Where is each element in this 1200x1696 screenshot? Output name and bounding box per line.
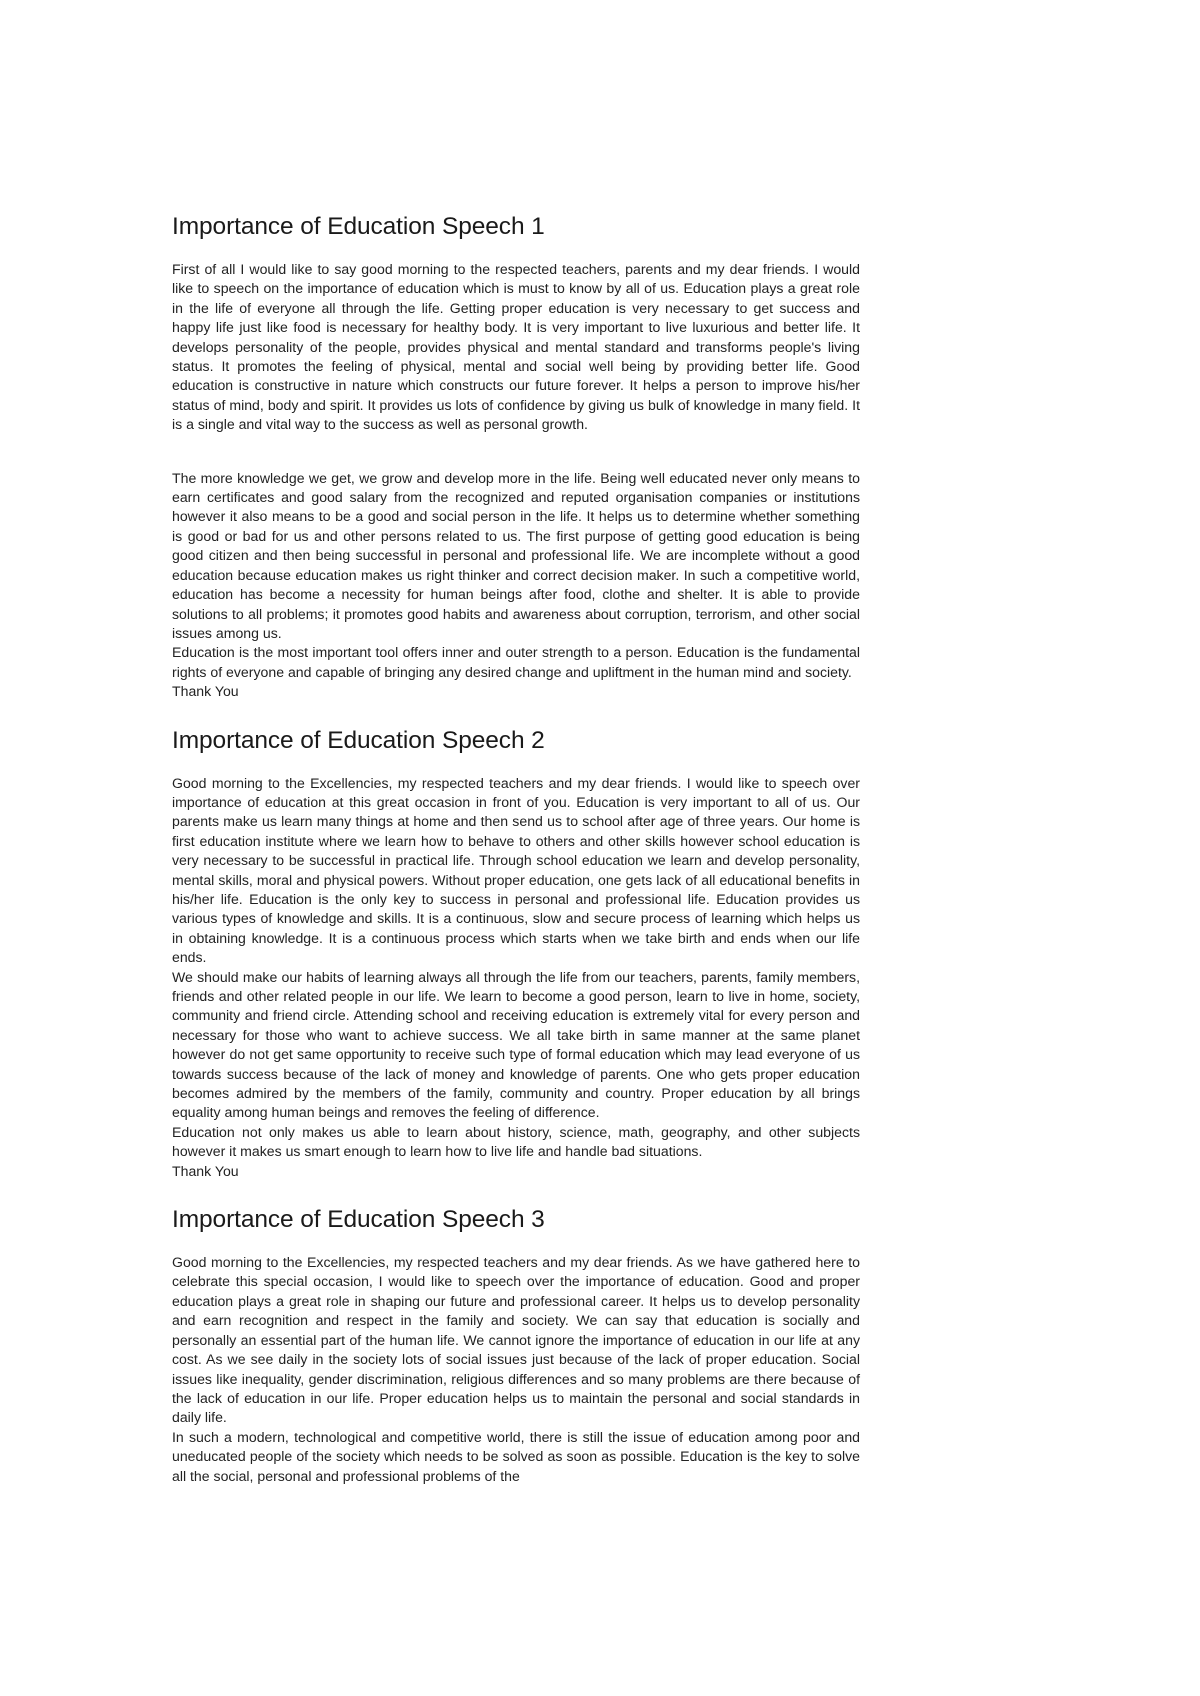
speech-2-paragraph-3: Education not only makes us able to learn about history, science, math, geography, and other subjects however it makes us smart enough to learn how to live life and handle bad situations.: [172, 1123, 860, 1160]
speech-3-paragraph-1: Good morning to the Excellencies, my respected teachers and my dear friends. As we have gathered here to celebrate this special occasion, I would like to speech over the importance of education. Good and proper education plays a great role in shaping our future and professional career. It helps us to develop personality and earn recognition and respect in the family and society. We can say that education is socially and personally an essential part of the human life. We cannot ignore the importance of education in our life at any cost. As we see daily in the society lots of social issues just because of the lack of proper education. Social issues like inequality, gender discrimination, religious differences and so many problems are there because of the lack of education in our life. Proper education helps us to maintain the personal and social standards in daily life.: [172, 1254, 860, 1426]
speech-2-section: [172, 726, 860, 1182]
speech-2-closing: Thank You: [172, 1162, 239, 1179]
speech-2-paragraph-1: Good morning to the Excellencies, my respected teachers and my dear friends. I would like to speech over importance of education at this great occasion in front of you. Education is very important to all of us. Our parents make us learn many things at home and then send us to school after age of three years. Our home is first education institute where we learn how to behave to others and other skills however school education is very necessary to be successful in practical life. Through school education we learn and develop personality, mental skills, moral and physical powers. Without proper education, one gets lack of all educational benefits in his/her life. Education is the only key to success in personal and professional life. Education provides us various types of knowledge and skills. It is a continuous, slow and secure process of learning which helps us in obtaining knowledge. It is a continuous process which starts when we take birth and ends when our life ends.: [172, 774, 860, 966]
speech-1-paragraph-1: First of all I would like to say good morning to the respected teachers, parents and my dear friends. I would like to speech on the importance of education which is must to know by all of us. Education plays a great role in the life of everyone all through the life. Getting proper education is very necessary to get success and happy life just like food is necessary for healthy body. It is very important to live luxurious and better life. It develops personality of the people, provides physical and mental standard and transforms people's living status. It promotes the feeling of physical, mental and social well being by providing better life. Good education is constructive in nature which constructs our future forever. It helps a person to improve his/her status of mind, body and spirit. It provides us lots of confidence by giving us bulk of knowledge in many field. It is a single and vital way to the success as well as personal growth.: [172, 261, 860, 433]
speech-3-section: [172, 1205, 860, 1486]
speech-3-paragraph-2: In such a modern, technological and competitive world, there is still the issue of education among poor and uneducated people of the society which needs to be solved as soon as possible. Education is the key to solve all the social, personal and professional problems of the: [172, 1428, 860, 1484]
speech-3-heading: Importance of Education Speech 3: [172, 1206, 545, 1234]
speech-1-closing: Thank You: [172, 683, 239, 700]
speech-1-paragraph-3: Education is the most important tool offers inner and outer strength to a person. Education is the fundamental rights of everyone and capable of bringing any desired change and upliftment in the human mind and society.: [172, 644, 860, 680]
speech-1-section: [172, 212, 860, 702]
speech-2-paragraph-2: We should make our habits of learning always all through the life from our teachers, parents, family members, friends and other related people in our life. We learn to become a good person, learn to live in home, society, community and friend circle. Attending school and receiving education is extremely vital for every person and necessary for those who want to achieve success. We all take birth in same manner at the same planet however do not get same opportunity to receive such type of formal education which may lead everyone of us towards success because of the lack of money and knowledge of parents. One who gets proper education becomes admired by the members of the family, community and country. Proper education by all brings equality among human beings and removes the feeling of difference.: [172, 968, 860, 1121]
speech-1-heading: Importance of Education Speech 1: [172, 213, 545, 240]
speech-1-paragraph-2: The more knowledge we get, we grow and develop more in the life. Being well educated never only means to earn certificates and good salary from the recognized and reputed organisation companies or institutions however it also means to be a good and social person in the life. It helps us to determine whether something is good or bad for us and other persons related to us. The first purpose of getting good education is being good citizen and then being successful in personal and professional life. We are incomplete without a good education because education makes us right thinker and correct decision maker. In such a competitive world, education has become a necessity for human beings after food, clothe and shelter. It is able to provide solutions to all problems; it promotes good habits and awareness about corruption, terrorism, and other social issues among us.: [172, 469, 860, 641]
document-page: [172, 212, 860, 1486]
speech-2-heading: Importance of Education Speech 2: [172, 726, 545, 754]
